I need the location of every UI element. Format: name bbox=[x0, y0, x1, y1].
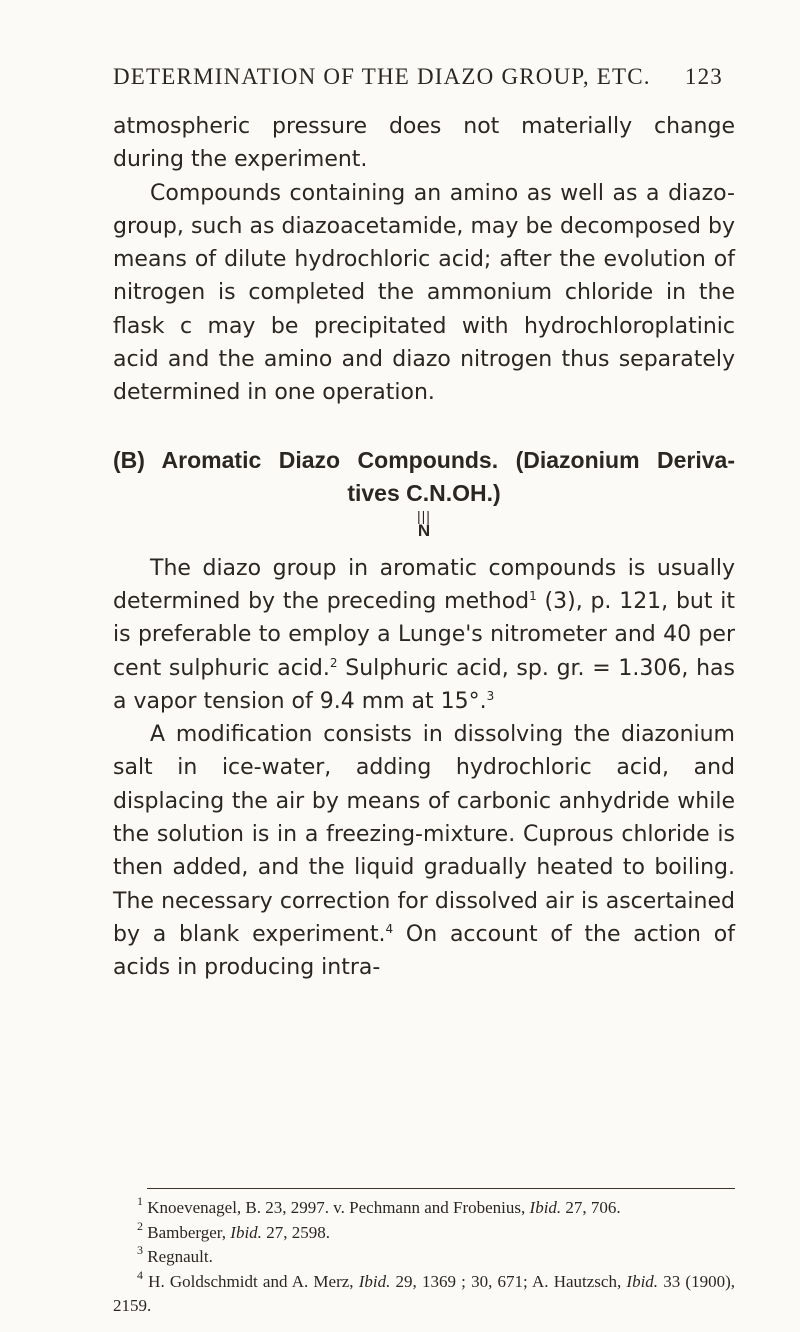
footnote-ibid: Ibid. bbox=[358, 1271, 391, 1291]
formula-nitrogen: N bbox=[417, 520, 431, 540]
footnote-2 bbox=[113, 1218, 735, 1246]
footnote-ibid: Ibid. bbox=[230, 1222, 262, 1242]
text-span: A modification consists in dissolving the diazonium salt in ice-water, adding hydrochloric acid, and displacing the air by means of carbonic anhydride while the solution is in a freezing-mixture. Cuprous chloride is then added, and the liquid gradually heated to boiling. The necessary correction for dissolved air is ascertained by a blank experiment. bbox=[113, 722, 735, 947]
footnote-text: 27, 706. bbox=[561, 1198, 621, 1217]
footnote-4 bbox=[113, 1267, 735, 1319]
main-text bbox=[113, 110, 735, 985]
text-span: Sulphuric acid, sp. gr. = 1.306, has a vapor tension of 9.4 mm at 15°. bbox=[113, 655, 735, 714]
section-heading-line1: (B) Aromatic Diazo Compounds. (Diazonium Deriva- bbox=[113, 446, 735, 473]
footnote-text: 29, 1369 ; 30, 671; A. Hautzsch, bbox=[390, 1271, 627, 1291]
text-span: (3), p. 121, but it is preferable to employ a Lunge's nitrometer and 40 per cent sulphuric acid. bbox=[113, 588, 735, 681]
footnote-ibid: Ibid. bbox=[529, 1198, 562, 1217]
footnote-text: Bamberger, bbox=[143, 1222, 231, 1242]
footnote-1 bbox=[113, 1196, 735, 1221]
footnote-text: H. Goldschmidt and A. Merz, bbox=[143, 1271, 359, 1291]
section-heading-line2: tives C.N.OH.) bbox=[347, 479, 501, 506]
footnote-text: Regnault. bbox=[143, 1247, 213, 1266]
footnote-number: 2 bbox=[137, 1218, 143, 1233]
triple-bond-glyph: ||| bbox=[417, 507, 431, 524]
footnote-number: 3 bbox=[137, 1243, 143, 1257]
section-heading bbox=[113, 444, 735, 510]
formula-triple-bond-n bbox=[113, 507, 735, 540]
running-head-title: DETERMINATION OF THE DIAZO GROUP, ETC. bbox=[113, 64, 651, 89]
footnote-text: 33 (1900), 2159. bbox=[113, 1271, 735, 1315]
text-span: On account of the action of acids in producing intra- bbox=[113, 921, 735, 981]
page-number: 123 bbox=[684, 64, 723, 89]
footnote-ref-3: 3 bbox=[486, 688, 495, 703]
footnote-text: Knoevenagel, B. 23, 2997. v. Pechmann and Frobenius, bbox=[143, 1198, 530, 1217]
footnote-text: 27, 2598. bbox=[261, 1222, 330, 1242]
paragraph-diazoacetamide: Compounds containing an amino as well as a diazo-group, such as diazoacetamide, may be decomposed by means of dilute hydrochloric acid; after the evolution of nitrogen is completed the ammonium chloride in the flask c may be precipitated with hydrochloroplatinic acid and the amino and diazo nitrogen thus separately determined in one operation. bbox=[113, 180, 735, 406]
footnote-ref-4: 4 bbox=[385, 921, 394, 936]
footnote-divider bbox=[147, 1188, 735, 1189]
text-span: The diazo group in aromatic compounds is usually determined by the preceding method bbox=[113, 555, 735, 614]
footnote-ref-1: 1 bbox=[529, 588, 537, 603]
footnote-3 bbox=[113, 1245, 735, 1270]
running-head bbox=[113, 64, 723, 90]
footnote-ref-2: 2 bbox=[329, 655, 338, 670]
paragraph-modification bbox=[113, 718, 735, 984]
paragraph-aromatic-diazo bbox=[113, 552, 735, 718]
paragraph-continuation: atmospheric pressure does not materially change during the experiment. bbox=[113, 114, 735, 173]
footnote-ibid: Ibid. bbox=[626, 1271, 659, 1291]
footnote-number: 1 bbox=[137, 1194, 143, 1208]
footnotes bbox=[113, 1196, 735, 1319]
footnote-number: 4 bbox=[137, 1267, 143, 1282]
